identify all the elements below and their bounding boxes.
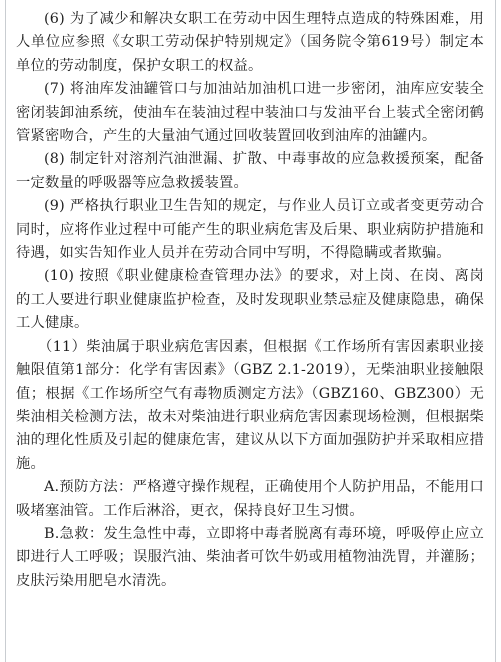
paragraph-11: （11）柴油属于职业病危害因素，但根据《工作场所有害因素职业接触限值第1部分：化学有害因素》（GBZ 2.1-2019），无柴油职业接触限值；根据《工作场所空气有毒物质测定方法》（GBZ160、GBZ300）无柴油相关检测方法，故未对柴油进行职业病危害因素现场检测，但根据柴油的理化性质及引起的健康危害，建议从以下方面加强防护并采取相应措施。	[16, 338, 484, 472]
page-border-left	[5, 0, 6, 662]
page-border-right	[495, 0, 496, 662]
document-body	[16, 8, 484, 593]
paragraph-prevention: A.预防方法：严格遵守操作规程，正确使用个人防护用品，不能用口吸堵塞油管。工作后淋浴，更衣，保持良好卫生习惯。	[16, 479, 484, 519]
paragraph-7: (7) 将油库发油罐管口与加油站加油机口进一步密闭，油库应安装全密闭装卸油系统，使油车在装油过程中装油口与发油平台上装式全密闭鹤管紧密吻合，产生的大量油气通过回收装置回收到油库的油罐内。	[16, 81, 484, 145]
paragraph-9: (9) 严格执行职业卫生告知的规定，与作业人员订立或者变更劳动合同时，应将作业过程中可能产生的职业病危害及后果、职业病防护措施和待遇，如实告知作业人员并在劳动合同中写明，不得隐瞒或者欺骗。	[16, 198, 484, 262]
paragraph-10: (10) 按照《职业健康检查管理办法》的要求，对上岗、在岗、离岗的工人要进行职业健康监护检查，及时发现职业禁忌症及健康隐患，确保工人健康。	[16, 268, 484, 332]
paragraph-first-aid: B.急救：发生急性中毒，立即将中毒者脱离有毒环境，呼吸停止应立即进行人工呼吸；误服汽油、柴油者可饮牛奶或用植物油洗胃，并灌肠；皮肤污染用肥皂水清洗。	[16, 525, 484, 589]
paragraph-6: (6) 为了减少和解决女职工在劳动中因生理特点造成的特殊困难，用人单位应参照《女职工劳动保护特别规定》（国务院令第619号）制定本单位的劳动制度，保护女职工的权益。	[16, 11, 484, 74]
paragraph-8: (8) 制定针对溶剂汽油泄漏、扩散、中毒事故的应急救援预案，配备一定数量的呼吸器等应急救援装置。	[16, 151, 484, 191]
